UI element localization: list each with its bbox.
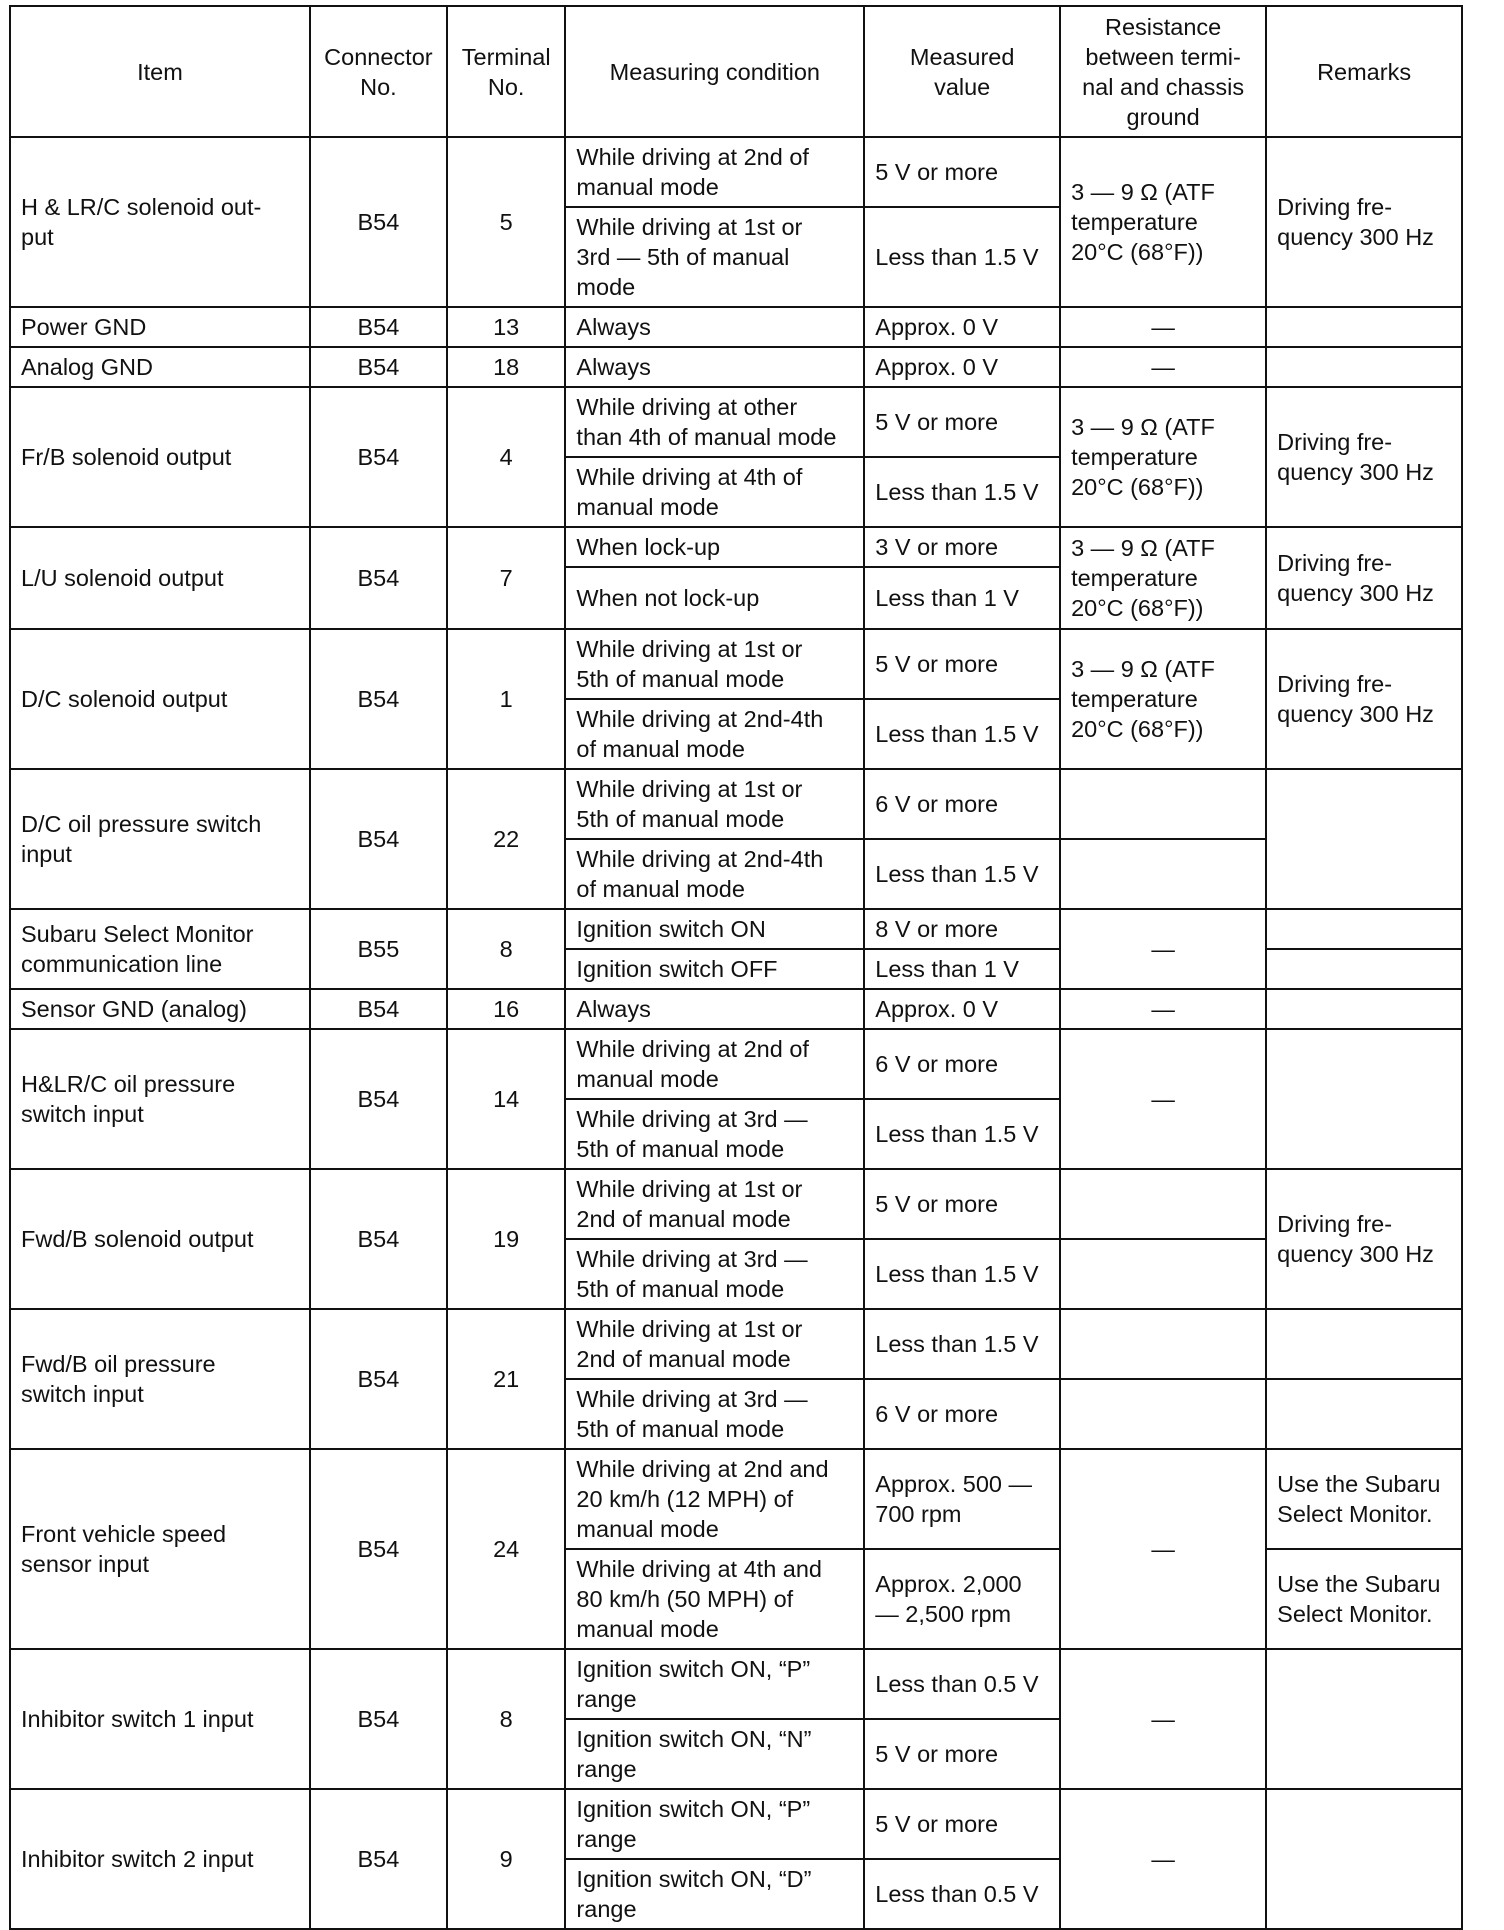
terminal-cell: 21 [447, 1309, 566, 1449]
resistance-cell: — [1060, 347, 1266, 387]
resistance-cell: — [1060, 307, 1266, 347]
table-row [10, 527, 1462, 567]
header-resistance: Resistance between termi- nal and chassis ground [1060, 6, 1266, 137]
condition-cell: When lock-up [565, 527, 864, 567]
condition-cell: While driving at 2nd and 20 km/h (12 MPH) of manual mode [565, 1449, 864, 1549]
value-cell: Less than 1.5 V [864, 1099, 1060, 1169]
table-row [10, 1789, 1462, 1859]
remarks-cell [1266, 769, 1462, 909]
inspection-table [9, 5, 1463, 1930]
value-cell: 6 V or more [864, 1029, 1060, 1099]
terminal-cell: 19 [447, 1169, 566, 1309]
item-cell: D/C solenoid output [10, 629, 310, 769]
table-row [10, 1649, 1462, 1719]
value-cell: Less than 1.5 V [864, 1239, 1060, 1309]
condition-cell: While driving at 2nd of manual mode [565, 1029, 864, 1099]
item-cell: Inhibitor switch 1 input [10, 1649, 310, 1789]
condition-cell: Always [565, 989, 864, 1029]
resistance-cell: 3 — 9 Ω (ATF temperature 20°C (68°F)) [1060, 527, 1266, 629]
item-cell: Subaru Select Monitor communication line [10, 909, 310, 989]
value-cell: 3 V or more [864, 527, 1060, 567]
header-connector: Connector No. [310, 6, 447, 137]
item-cell: Sensor GND (analog) [10, 989, 310, 1029]
remarks-cell [1266, 307, 1462, 347]
condition-cell: While driving at 3rd — 5th of manual mode [565, 1379, 864, 1449]
resistance-cell: — [1060, 989, 1266, 1029]
value-cell: Less than 1 V [864, 567, 1060, 629]
terminal-cell: 24 [447, 1449, 566, 1649]
value-cell: Less than 1.5 V [864, 699, 1060, 769]
condition-cell: Ignition switch ON [565, 909, 864, 949]
table-row [10, 1169, 1462, 1239]
header-row [10, 6, 1462, 137]
header-value: Measured value [864, 6, 1060, 137]
resistance-cell: — [1060, 1789, 1266, 1929]
connector-cell: B54 [310, 1029, 447, 1169]
condition-cell: Ignition switch ON, “P” range [565, 1649, 864, 1719]
remarks-cell [1266, 1789, 1462, 1929]
item-cell: Fwd/B oil pressure switch input [10, 1309, 310, 1449]
terminal-cell: 13 [447, 307, 566, 347]
item-cell: Fr/B solenoid output [10, 387, 310, 527]
connector-cell: B54 [310, 1169, 447, 1309]
value-cell: Approx. 500 — 700 rpm [864, 1449, 1060, 1549]
item-cell: Fwd/B solenoid output [10, 1169, 310, 1309]
item-cell: Power GND [10, 307, 310, 347]
terminal-cell: 4 [447, 387, 566, 527]
item-cell: Analog GND [10, 347, 310, 387]
connector-cell: B54 [310, 307, 447, 347]
header-terminal: Terminal No. [447, 6, 566, 137]
resistance-cell: — [1060, 1449, 1266, 1649]
connector-cell: B55 [310, 909, 447, 989]
header-item: Item [10, 6, 310, 137]
condition-cell: Ignition switch ON, “D” range [565, 1859, 864, 1929]
terminal-cell: 5 [447, 137, 566, 307]
condition-cell: When not lock-up [565, 567, 864, 629]
resistance-cell [1060, 1379, 1266, 1449]
value-cell: Approx. 0 V [864, 989, 1060, 1029]
condition-cell: While driving at 2nd-4th of manual mode [565, 839, 864, 909]
value-cell: 5 V or more [864, 629, 1060, 699]
resistance-cell [1060, 1239, 1266, 1309]
condition-cell: Always [565, 347, 864, 387]
remarks-cell [1266, 1379, 1462, 1449]
item-cell: H&LR/C oil pressure switch input [10, 1029, 310, 1169]
value-cell: Less than 1.5 V [864, 457, 1060, 527]
condition-cell: Always [565, 307, 864, 347]
remarks-cell: Use the Subaru Select Monitor. [1266, 1449, 1462, 1549]
terminal-cell: 7 [447, 527, 566, 629]
remarks-cell [1266, 989, 1462, 1029]
resistance-cell: — [1060, 1649, 1266, 1789]
resistance-cell: — [1060, 1029, 1266, 1169]
item-cell: Front vehicle speed sensor input [10, 1449, 310, 1649]
condition-cell: While driving at 4th and 80 km/h (50 MPH) of manual mode [565, 1549, 864, 1649]
table-row [10, 629, 1462, 699]
connector-cell: B54 [310, 1649, 447, 1789]
value-cell: Less than 1.5 V [864, 839, 1060, 909]
value-cell: Less than 1.5 V [864, 1309, 1060, 1379]
value-cell: 5 V or more [864, 1169, 1060, 1239]
value-cell: 8 V or more [864, 909, 1060, 949]
condition-cell: While driving at 1st or 2nd of manual mode [565, 1309, 864, 1379]
remarks-cell [1266, 1309, 1462, 1379]
condition-cell: While driving at 1st or 3rd — 5th of manual mode [565, 207, 864, 307]
connector-cell: B54 [310, 629, 447, 769]
value-cell: Approx. 0 V [864, 347, 1060, 387]
table-row [10, 1449, 1462, 1549]
remarks-cell: Driving fre- quency 300 Hz [1266, 1169, 1462, 1309]
remarks-cell: Driving fre- quency 300 Hz [1266, 387, 1462, 527]
terminal-cell: 8 [447, 1649, 566, 1789]
table-row [10, 307, 1462, 347]
terminal-cell: 8 [447, 909, 566, 989]
condition-cell: While driving at 1st or 5th of manual mode [565, 629, 864, 699]
remarks-cell [1266, 909, 1462, 949]
table-row [10, 137, 1462, 207]
resistance-cell: — [1060, 909, 1266, 989]
remarks-cell [1266, 1649, 1462, 1789]
condition-cell: While driving at 1st or 5th of manual mode [565, 769, 864, 839]
item-cell: Inhibitor switch 2 input [10, 1789, 310, 1929]
connector-cell: B54 [310, 1449, 447, 1649]
table-row [10, 1309, 1462, 1379]
table-row [10, 989, 1462, 1029]
resistance-cell: 3 — 9 Ω (ATF temperature 20°C (68°F)) [1060, 137, 1266, 307]
remarks-cell: Use the Subaru Select Monitor. [1266, 1549, 1462, 1649]
item-cell: D/C oil pressure switch input [10, 769, 310, 909]
terminal-cell: 18 [447, 347, 566, 387]
resistance-cell: 3 — 9 Ω (ATF temperature 20°C (68°F)) [1060, 629, 1266, 769]
condition-cell: While driving at 2nd-4th of manual mode [565, 699, 864, 769]
item-cell: H & LR/C solenoid out- put [10, 137, 310, 307]
remarks-cell: Driving fre- quency 300 Hz [1266, 629, 1462, 769]
value-cell: Approx. 2,000 — 2,500 rpm [864, 1549, 1060, 1649]
condition-cell: Ignition switch OFF [565, 949, 864, 989]
condition-cell: While driving at 2nd of manual mode [565, 137, 864, 207]
resistance-cell [1060, 839, 1266, 909]
condition-cell: While driving at other than 4th of manual mode [565, 387, 864, 457]
table-row [10, 769, 1462, 839]
connector-cell: B54 [310, 1309, 447, 1449]
resistance-cell [1060, 1169, 1266, 1239]
connector-cell: B54 [310, 1789, 447, 1929]
remarks-cell [1266, 347, 1462, 387]
header-remarks: Remarks [1266, 6, 1462, 137]
connector-cell: B54 [310, 527, 447, 629]
value-cell: Less than 1 V [864, 949, 1060, 989]
connector-cell: B54 [310, 989, 447, 1029]
value-cell: 5 V or more [864, 1719, 1060, 1789]
condition-cell: While driving at 3rd — 5th of manual mode [565, 1239, 864, 1309]
value-cell: Less than 0.5 V [864, 1859, 1060, 1929]
condition-cell: Ignition switch ON, “P” range [565, 1789, 864, 1859]
header-condition: Measuring condition [565, 6, 864, 137]
connector-cell: B54 [310, 347, 447, 387]
condition-cell: While driving at 3rd — 5th of manual mode [565, 1099, 864, 1169]
table-row [10, 347, 1462, 387]
table-row [10, 909, 1462, 949]
resistance-cell [1060, 1309, 1266, 1379]
value-cell: Less than 1.5 V [864, 207, 1060, 307]
condition-cell: While driving at 4th of manual mode [565, 457, 864, 527]
terminal-cell: 9 [447, 1789, 566, 1929]
connector-cell: B54 [310, 769, 447, 909]
remarks-cell: Driving fre- quency 300 Hz [1266, 137, 1462, 307]
resistance-cell [1060, 769, 1266, 839]
remarks-cell [1266, 1029, 1462, 1169]
value-cell: Approx. 0 V [864, 307, 1060, 347]
value-cell: 6 V or more [864, 769, 1060, 839]
value-cell: 6 V or more [864, 1379, 1060, 1449]
value-cell: 5 V or more [864, 387, 1060, 457]
condition-cell: While driving at 1st or 2nd of manual mode [565, 1169, 864, 1239]
remarks-cell: Driving fre- quency 300 Hz [1266, 527, 1462, 629]
connector-cell: B54 [310, 387, 447, 527]
terminal-cell: 22 [447, 769, 566, 909]
resistance-cell: 3 — 9 Ω (ATF temperature 20°C (68°F)) [1060, 387, 1266, 527]
connector-cell: B54 [310, 137, 447, 307]
condition-cell: Ignition switch ON, “N” range [565, 1719, 864, 1789]
terminal-cell: 16 [447, 989, 566, 1029]
terminal-cell: 14 [447, 1029, 566, 1169]
value-cell: 5 V or more [864, 137, 1060, 207]
table-row [10, 1029, 1462, 1099]
table-row [10, 387, 1462, 457]
terminal-cell: 1 [447, 629, 566, 769]
remarks-cell [1266, 949, 1462, 989]
item-cell: L/U solenoid output [10, 527, 310, 629]
value-cell: 5 V or more [864, 1789, 1060, 1859]
value-cell: Less than 0.5 V [864, 1649, 1060, 1719]
